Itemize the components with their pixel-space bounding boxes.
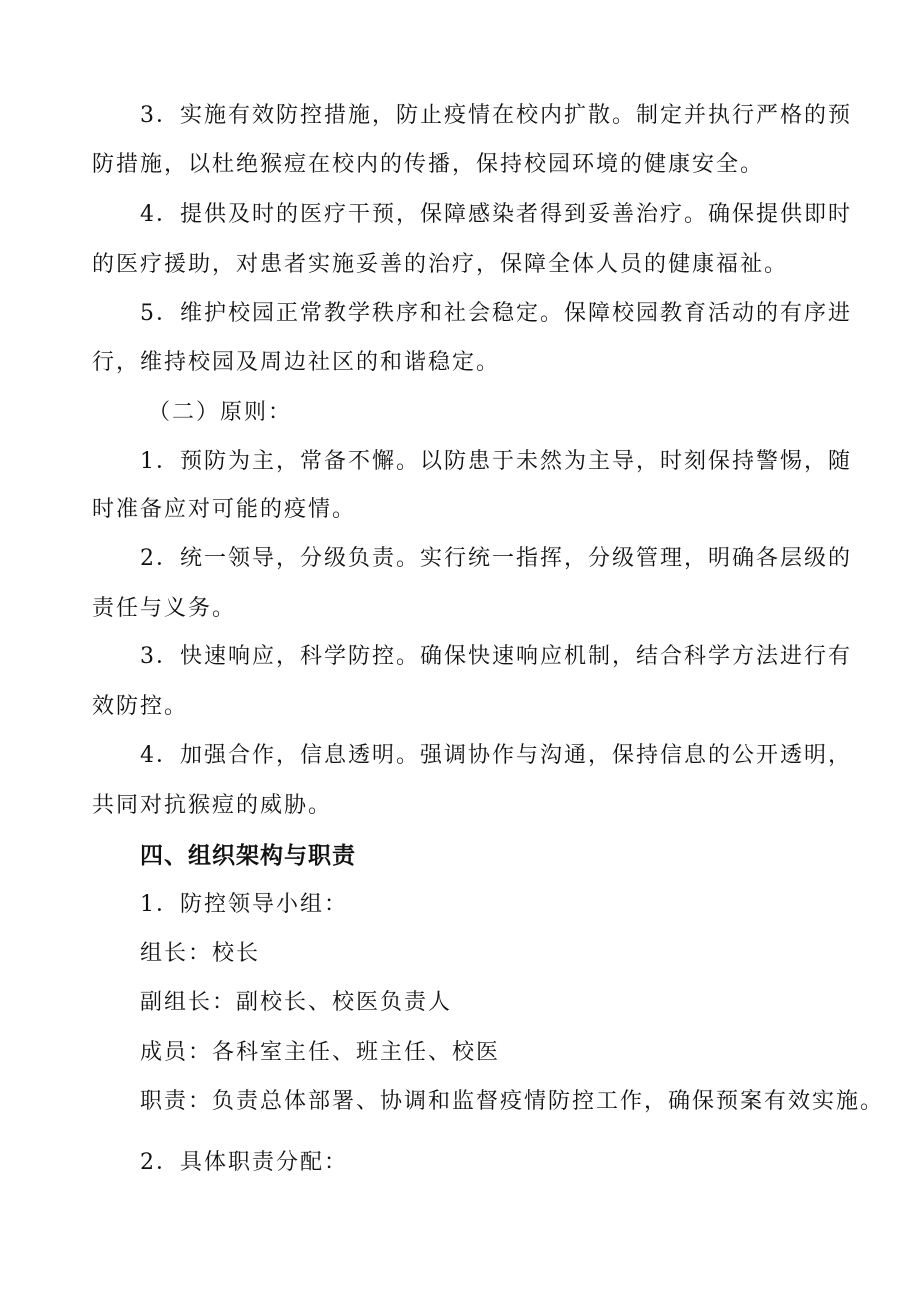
principle-3-line-1: 3．快速响应，科学防控。确保快速响应机制，结合科学方法进行有 — [140, 644, 852, 669]
section-heading-organization: 四、组织架构与职责 — [140, 843, 356, 869]
principle-4-line-2: 共同对抗猴痘的威胁。 — [92, 793, 333, 818]
leadership-group-title: 1．防控领导小组： — [140, 892, 348, 917]
principles-title: （二）原则： — [148, 400, 293, 425]
principle-1-line-1: 1．预防为主，常备不懈。以防患于未然为主导，时刻保持警惕，随 — [140, 449, 852, 474]
paragraph-3-line-2: 防措施，以杜绝猴痘在校内的传播，保持校园环境的健康安全。 — [92, 152, 765, 177]
paragraph-4-line-1: 4．提供及时的医疗干预，保障感染者得到妥善治疗。确保提供即时 — [140, 202, 852, 227]
paragraph-5-line-1: 5．维护校园正常教学秩序和社会稳定。保障校园教育活动的有序进 — [140, 301, 852, 326]
group-deputy: 副组长：副校长、校医负责人 — [140, 990, 453, 1015]
principle-2-line-2: 责任与义务。 — [92, 596, 237, 621]
principle-4-line-1: 4．加强合作，信息透明。强调协作与沟通，保持信息的公开透明， — [140, 743, 852, 768]
group-leader: 组长：校长 — [140, 941, 261, 966]
paragraph-5-line-2: 行，维持校园及周边社区的和谐稳定。 — [92, 350, 501, 375]
principle-1-line-2: 时准备应对可能的疫情。 — [92, 497, 357, 522]
paragraph-3-line-1: 3．实施有效防控措施，防止疫情在校内扩散。制定并执行严格的预 — [140, 103, 852, 128]
principle-3-line-2: 效防控。 — [92, 694, 189, 719]
principle-2-line-1: 2．统一领导，分级负责。实行统一指挥，分级管理，明确各层级的 — [140, 546, 852, 571]
group-duty: 职责：负责总体部署、协调和监督疫情防控工作，确保预案有效实施。 — [140, 1089, 885, 1114]
group-members: 成员：各科室主任、班主任、校医 — [140, 1040, 501, 1065]
duty-allocation-title: 2．具体职责分配： — [140, 1150, 348, 1175]
paragraph-4-line-2: 的医疗援助，对患者实施妥善的治疗，保障全体人员的健康福祉。 — [92, 252, 789, 277]
